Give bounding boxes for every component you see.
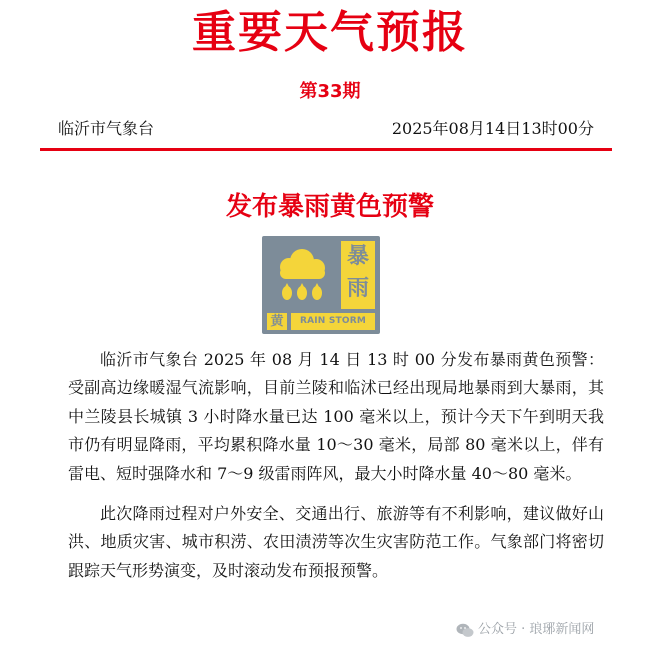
badge-label-en: RAIN STORM xyxy=(291,313,375,330)
badge-char-bottom: 雨 xyxy=(346,276,369,301)
wechat-icon xyxy=(456,623,474,638)
rainstorm-yellow-warning-badge xyxy=(262,236,380,334)
header-divider xyxy=(40,148,612,151)
masthead-title: 重要天气预报 xyxy=(192,7,468,58)
rain-cloud-icon xyxy=(267,241,337,309)
notice-title: 发布暴雨黄色预警 xyxy=(225,192,434,222)
badge-characters xyxy=(341,241,375,309)
watermark-text: 公众号 · 琅琊新闻网 xyxy=(478,622,595,637)
body-paragraph-2: 此次降雨过程对户外安全、交通出行、旅游等有不利影响，建议做好山洪、地质灾害、城市积涝、农田渍涝等次生灾害防范工作。气象部门将密切跟踪天气形势演变，及时滚动发布预报预警。 xyxy=(68,504,604,580)
badge-char-top: 暴 xyxy=(346,244,369,269)
issuer: 临沂市气象台 xyxy=(58,119,155,138)
body-paragraph-1: 临沂市气象台 2025 年 08 月 14 日 13 时 00 分发布暴雨黄色预警：受副高边缘暖湿气流影响，目前兰陵和临沭已经出现局地暴雨到大暴雨，其中兰陵县长城镇 3 小时降水量已达 100 毫米以上，预计今天下午到明天我市仍有明显降雨，平均累积降水量 10～30 毫米，局部 80 毫米以上，伴有雷电、短时强降水和 7～9 级雷雨阵风，最大小时降水量 40～80 毫米。 xyxy=(68,350,604,483)
notice-body xyxy=(68,346,604,597)
issue-datetime: 2025年08月14日13时00分 xyxy=(391,119,594,138)
badge-level-char: 黄 xyxy=(267,313,287,330)
issue-number: 第33期 xyxy=(299,81,361,102)
source-watermark xyxy=(452,620,598,640)
